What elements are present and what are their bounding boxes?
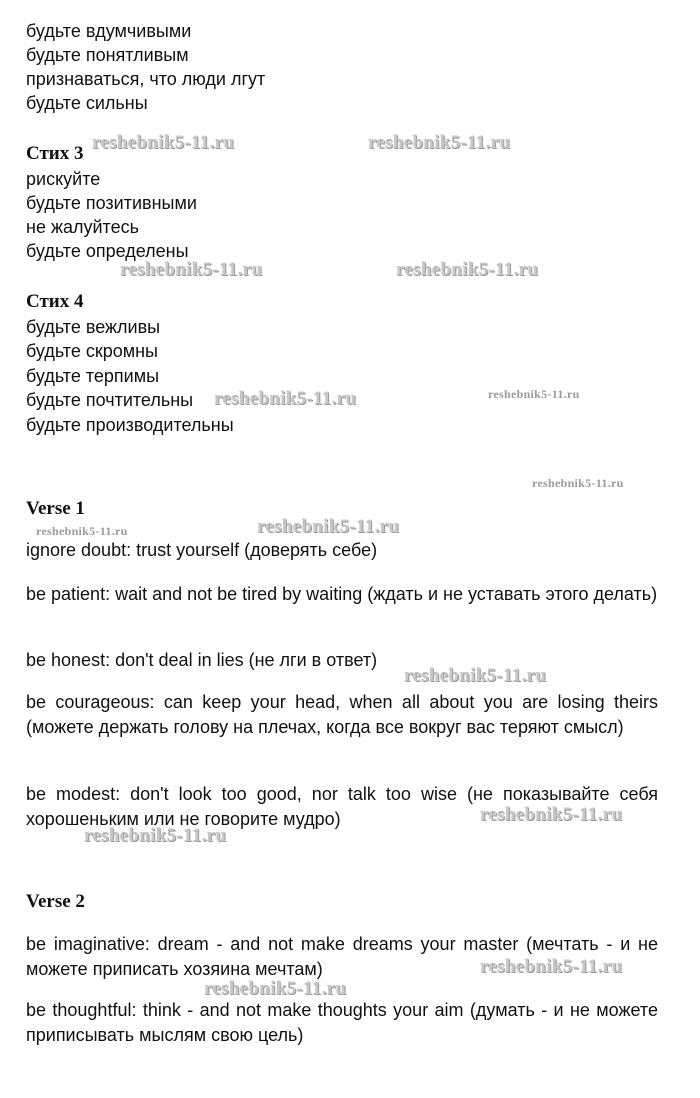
verse1-item: be patient: wait and not be tired by waiting (ждать и не уставать этого делать): [26, 584, 658, 604]
text-line: будьте почтительны: [26, 390, 194, 410]
watermark: reshebnik5-11.ru: [480, 956, 623, 977]
text-line: будьте вдумчивыми: [26, 21, 192, 41]
watermark: reshebnik5-11.ru: [36, 524, 128, 538]
text-line: будьте определены: [26, 241, 189, 261]
verse1-item: be courageous: can keep your head, when all about you are losing theirs (можете держать голову на плечах, когда все вокруг вас теряют смысл): [26, 692, 658, 737]
text-line: будьте понятливым: [26, 45, 189, 65]
watermark: reshebnik5-11.ru: [488, 387, 580, 401]
verse1-heading: Verse 1: [26, 498, 85, 519]
watermark: reshebnik5-11.ru: [404, 665, 547, 686]
text-line: будьте сильны: [26, 93, 148, 113]
verse1-item: be modest: don't look too good, nor talk too wise (не показывайте себя хорошеньким или не говорите мудро): [26, 784, 658, 829]
text-line: будьте производительны: [26, 415, 234, 435]
text-line: будьте позитивными: [26, 193, 197, 213]
watermark: reshebnik5-11.ru: [480, 804, 623, 825]
text-line: признаваться, что люди лгут: [26, 69, 266, 89]
watermark: reshebnik5-11.ru: [257, 516, 400, 537]
text-line: будьте терпимы: [26, 366, 160, 386]
watermark: reshebnik5-11.ru: [368, 132, 511, 153]
verse2-heading: Verse 2: [26, 891, 85, 912]
text-line: будьте вежливы: [26, 317, 161, 337]
text-line: не жалуйтесь: [26, 217, 139, 237]
stanza3-heading: Стих 3: [26, 143, 84, 164]
watermark: reshebnik5-11.ru: [120, 259, 263, 280]
verse2-item: be imaginative: dream - and not make dreams your master (мечтать - и не можете приписать хозяина мечтам): [26, 934, 658, 979]
watermark: reshebnik5-11.ru: [532, 476, 624, 490]
stanza4-heading: Стих 4: [26, 291, 84, 312]
verse2-item: be thoughtful: think - and not make thoughts your aim (думать - и не можете приписывать мыслям свою цель): [26, 1000, 658, 1045]
watermark: reshebnik5-11.ru: [214, 388, 357, 409]
watermark: reshebnik5-11.ru: [92, 132, 235, 153]
verse1-item: be honest: don't deal in lies (не лги в ответ): [26, 650, 378, 670]
text-line: рискуйте: [26, 169, 101, 189]
text-line: будьте скромны: [26, 341, 158, 361]
verse1-item: ignore doubt: trust yourself (доверять себе): [26, 540, 378, 560]
watermark: reshebnik5-11.ru: [204, 978, 347, 999]
watermark: reshebnik5-11.ru: [84, 825, 227, 846]
watermark: reshebnik5-11.ru: [396, 259, 539, 280]
